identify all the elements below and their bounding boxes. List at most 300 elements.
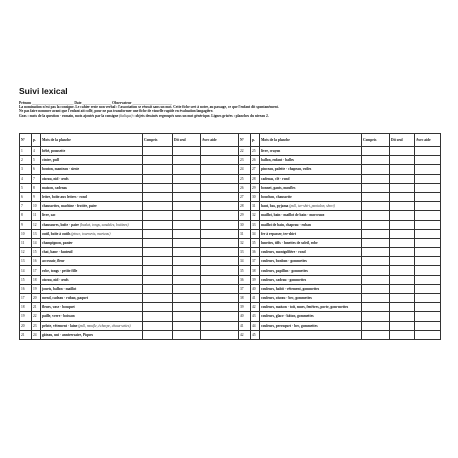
check-compris-cell[interactable] <box>143 220 173 229</box>
check-compris-cell[interactable] <box>143 192 173 201</box>
col-avec-aide: Avec aide <box>415 134 441 147</box>
row-words <box>41 147 143 156</box>
check-dit-seul-cell[interactable] <box>173 238 201 247</box>
check-avec-aide-cell[interactable] <box>415 284 441 293</box>
word-list: chaussures, boîte · paire <box>42 222 80 227</box>
word-list: jouets, ballon · maillot <box>42 286 77 291</box>
check-compris-cell[interactable] <box>143 312 173 321</box>
check-compris-cell[interactable] <box>143 165 173 174</box>
check-avec-aide-cell[interactable] <box>415 183 441 192</box>
check-compris-cell[interactable] <box>362 156 390 165</box>
check-compris-cell[interactable] <box>362 147 390 156</box>
row-page: 6 <box>32 165 41 174</box>
table-row <box>20 229 239 238</box>
row-number: 1 <box>20 147 32 156</box>
check-compris-cell[interactable] <box>362 330 390 339</box>
col-words: Mots de la planche <box>260 134 362 147</box>
row-page: 17 <box>32 266 41 275</box>
row-words <box>41 174 143 183</box>
check-avec-aide-cell[interactable] <box>201 211 239 220</box>
check-avec-aide-cell[interactable] <box>201 321 239 330</box>
check-dit-seul-cell[interactable] <box>390 312 415 321</box>
row-number: 12 <box>20 248 32 257</box>
row-number: 41 <box>239 321 251 330</box>
check-compris-cell[interactable] <box>362 312 390 321</box>
word-list: maison, cadenas <box>42 185 67 190</box>
check-compris-cell[interactable] <box>362 266 390 275</box>
word-note: (basket, tongs, sandales, bottines) <box>79 222 129 227</box>
table-row <box>20 284 239 293</box>
word-list: couleurs, maison · toit, murs, fenêtres, porte, gom-mettes <box>261 305 349 310</box>
table-row <box>239 174 441 183</box>
check-compris-cell[interactable] <box>143 183 173 192</box>
check-avec-aide-cell[interactable] <box>415 294 441 303</box>
row-words <box>260 147 362 156</box>
check-dit-seul-cell[interactable] <box>173 229 201 238</box>
check-compris-cell[interactable] <box>362 229 390 238</box>
word-list: oiseau, nid · œufs <box>42 176 69 181</box>
check-avec-aide-cell[interactable] <box>415 156 441 165</box>
check-compris-cell[interactable] <box>143 147 173 156</box>
check-dit-seul-cell[interactable] <box>390 303 415 312</box>
table-row <box>239 284 441 293</box>
row-number: 36 <box>239 275 251 284</box>
instruction-note-2: Ne pas faire nommer avant que l'enfant ait collé, pour ne pas transformer une fiche de visuelle rapide en évaluation langagière. <box>19 109 214 113</box>
check-dit-seul-cell[interactable] <box>173 275 201 284</box>
row-number: 24 <box>239 165 251 174</box>
check-dit-seul-cell[interactable] <box>173 220 201 229</box>
table-row <box>20 165 239 174</box>
check-dit-seul-cell[interactable] <box>173 211 201 220</box>
table-row <box>239 257 441 266</box>
check-compris-cell[interactable] <box>143 321 173 330</box>
check-avec-aide-cell[interactable] <box>415 238 441 247</box>
check-avec-aide-cell[interactable] <box>415 248 441 257</box>
check-avec-aide-cell[interactable] <box>201 202 239 211</box>
row-words <box>260 284 362 293</box>
row-words <box>41 275 143 284</box>
check-avec-aide-cell[interactable] <box>415 202 441 211</box>
check-avec-aide-cell[interactable] <box>415 165 441 174</box>
check-compris-cell[interactable] <box>143 238 173 247</box>
row-page: 19 <box>32 284 41 293</box>
row-words <box>260 211 362 220</box>
prenom-blank: _______________________ <box>32 101 74 105</box>
check-dit-seul-cell[interactable] <box>390 229 415 238</box>
check-dit-seul-cell[interactable] <box>390 211 415 220</box>
check-compris-cell[interactable] <box>362 220 390 229</box>
word-list: paille, verre · boisson <box>42 314 75 319</box>
col-dit-seul: Dit seul <box>173 134 201 147</box>
table-row <box>239 220 441 229</box>
check-avec-aide-cell[interactable] <box>415 303 441 312</box>
table-row <box>20 330 239 339</box>
table-row <box>239 321 441 330</box>
check-compris-cell[interactable] <box>362 284 390 293</box>
row-number: 37 <box>239 284 251 293</box>
word-list: maillot, bain · maillot de bain · morceaux <box>261 213 325 218</box>
row-number: 34 <box>239 257 251 266</box>
check-compris-cell[interactable] <box>362 303 390 312</box>
date-blank: ________________ <box>82 101 112 105</box>
check-dit-seul-cell[interactable] <box>390 165 415 174</box>
check-dit-seul-cell[interactable] <box>173 156 201 165</box>
check-avec-aide-cell[interactable] <box>201 192 239 201</box>
word-list: fleurs, vase · bouquet <box>42 305 75 310</box>
check-dit-seul-cell[interactable] <box>173 165 201 174</box>
check-avec-aide-cell[interactable] <box>201 248 239 257</box>
check-avec-aide-cell[interactable] <box>201 303 239 312</box>
check-avec-aide-cell[interactable] <box>415 275 441 284</box>
word-list: lettre, boîte aux lettres · rond <box>42 195 87 200</box>
check-avec-aide-cell[interactable] <box>415 192 441 201</box>
check-compris-cell[interactable] <box>143 284 173 293</box>
row-page: 42 <box>251 303 260 312</box>
check-dit-seul-cell[interactable] <box>173 192 201 201</box>
row-page: 32 <box>251 211 260 220</box>
table-row <box>20 248 239 257</box>
table-row <box>239 183 441 192</box>
row-page: 15 <box>32 248 41 257</box>
check-compris-cell[interactable] <box>143 330 173 339</box>
check-dit-seul-cell[interactable] <box>173 174 201 183</box>
check-compris-cell[interactable] <box>143 248 173 257</box>
check-avec-aide-cell[interactable] <box>201 165 239 174</box>
row-words <box>41 266 143 275</box>
table-row <box>20 202 239 211</box>
row-number: 39 <box>239 303 251 312</box>
row-page: 13 <box>32 229 41 238</box>
word-list: robe, tongs · petite fille <box>42 268 78 273</box>
row-page: 35 <box>251 238 260 247</box>
check-compris-cell[interactable] <box>362 174 390 183</box>
check-compris-cell[interactable] <box>143 257 173 266</box>
table-row <box>239 211 441 220</box>
check-avec-aide-cell[interactable] <box>201 330 239 339</box>
check-dit-seul-cell[interactable] <box>390 284 415 293</box>
row-number: 13 <box>20 257 32 266</box>
check-dit-seul-cell[interactable] <box>173 257 201 266</box>
word-note: (pull, moufle, écharpe, chaus-settes) <box>78 323 131 328</box>
row-page: 29 <box>251 183 260 192</box>
word-list: maillot de bain, chapeau · ruban <box>261 222 311 227</box>
legend-line <box>19 114 269 118</box>
row-page: 14 <box>32 238 41 247</box>
row-page: 41 <box>251 294 260 303</box>
check-dit-seul-cell[interactable] <box>390 174 415 183</box>
check-compris-cell[interactable] <box>362 294 390 303</box>
col-page: p. <box>251 134 260 147</box>
word-list: couleurs, habit · vêtement, gommettes <box>261 286 320 291</box>
check-avec-aide-cell[interactable] <box>415 312 441 321</box>
row-number: 10 <box>20 229 32 238</box>
table-row <box>20 220 239 229</box>
row-number: 25 <box>239 174 251 183</box>
word-list: lunettes, tiffs · lunettes de soleil, robe <box>261 240 318 245</box>
table-row <box>239 275 441 284</box>
row-words <box>41 192 143 201</box>
check-compris-cell[interactable] <box>362 211 390 220</box>
row-words <box>41 211 143 220</box>
word-list: oiseau, nid · œufs <box>42 277 69 282</box>
table-row <box>239 165 441 174</box>
row-page: 11 <box>32 211 41 220</box>
row-page: 31 <box>251 202 260 211</box>
word-list: couleurs, oiseau · bec, gommettes <box>261 296 312 301</box>
row-words <box>41 238 143 247</box>
check-avec-aide-cell[interactable] <box>415 147 441 156</box>
vocabulary-table-left <box>19 133 239 340</box>
check-dit-seul-cell[interactable] <box>390 257 415 266</box>
check-avec-aide-cell[interactable] <box>201 156 239 165</box>
row-number: 19 <box>20 312 32 321</box>
row-words <box>41 156 143 165</box>
check-avec-aide-cell[interactable] <box>415 266 441 275</box>
row-number: 14 <box>20 266 32 275</box>
table-row <box>239 147 441 156</box>
check-compris-cell[interactable] <box>362 321 390 330</box>
check-avec-aide-cell[interactable] <box>201 229 239 238</box>
word-list: bouton, manteau · sieste <box>42 167 80 172</box>
check-avec-aide-cell[interactable] <box>415 174 441 183</box>
row-page: 26 <box>251 156 260 165</box>
check-compris-cell[interactable] <box>143 156 173 165</box>
check-dit-seul-cell[interactable] <box>390 294 415 303</box>
row-words <box>260 248 362 257</box>
word-list: couleurs, perroquet · bec, gommettes <box>261 323 318 328</box>
row-number: 40 <box>239 312 251 321</box>
check-compris-cell[interactable] <box>143 303 173 312</box>
table-row <box>239 312 441 321</box>
table-row <box>20 312 239 321</box>
check-avec-aide-cell[interactable] <box>201 294 239 303</box>
check-dit-seul-cell[interactable] <box>390 192 415 201</box>
check-dit-seul-cell[interactable] <box>390 202 415 211</box>
check-dit-seul-cell[interactable] <box>390 330 415 339</box>
row-page: 25 <box>251 147 260 156</box>
table-header-row <box>239 134 441 147</box>
check-dit-seul-cell[interactable] <box>173 147 201 156</box>
row-number: 4 <box>20 174 32 183</box>
check-avec-aide-cell[interactable] <box>201 220 239 229</box>
check-compris-cell[interactable] <box>362 192 390 201</box>
table-row <box>239 330 441 339</box>
row-words <box>41 284 143 293</box>
row-words <box>260 220 362 229</box>
check-dit-seul-cell[interactable] <box>173 284 201 293</box>
check-dit-seul-cell[interactable] <box>390 183 415 192</box>
check-avec-aide-cell[interactable] <box>415 321 441 330</box>
col-number: N° <box>239 134 251 147</box>
table-row <box>20 174 239 183</box>
check-dit-seul-cell[interactable] <box>390 238 415 247</box>
check-dit-seul-cell[interactable] <box>390 147 415 156</box>
row-words <box>41 220 143 229</box>
row-number: 27 <box>239 192 251 201</box>
row-page: 24 <box>32 330 41 339</box>
check-compris-cell[interactable] <box>143 229 173 238</box>
check-compris-cell[interactable] <box>362 238 390 247</box>
table-row <box>239 202 441 211</box>
row-page: 10 <box>32 202 41 211</box>
table-row <box>20 238 239 247</box>
row-number: 7 <box>20 202 32 211</box>
row-page: 16 <box>32 257 41 266</box>
word-list: bonnet, gants, moufles <box>261 185 296 190</box>
row-words <box>260 266 362 275</box>
row-page: 7 <box>32 174 41 183</box>
check-dit-seul-cell[interactable] <box>390 266 415 275</box>
row-words <box>260 321 362 330</box>
word-note: (pull, tee-shirt, pantalon, short) <box>289 204 335 209</box>
word-list: bouchon, chaussette <box>261 195 292 200</box>
instruction-note-1: La nomination n'est pas la consigne. Le cahier reste non verbal : l'association se réussit sans un mot. Cette fiche sert à noter, au passage, ce que l'enfant dit spontanément. <box>19 105 279 109</box>
check-dit-seul-cell[interactable] <box>173 183 201 192</box>
check-compris-cell[interactable] <box>362 248 390 257</box>
check-avec-aide-cell[interactable] <box>415 211 441 220</box>
page-title: Suivi lexical <box>19 86 68 96</box>
check-avec-aide-cell[interactable] <box>415 330 441 339</box>
row-words <box>260 192 362 201</box>
word-list: pelote, vêtement · laine <box>42 323 78 328</box>
check-avec-aide-cell[interactable] <box>201 312 239 321</box>
check-dit-seul-cell[interactable] <box>173 312 201 321</box>
table-row <box>20 275 239 284</box>
word-list: ballon, enfant · balles <box>261 158 294 163</box>
legend-italic: (italique) <box>119 114 133 118</box>
row-words <box>260 174 362 183</box>
table-row <box>20 266 239 275</box>
row-page: 27 <box>251 165 260 174</box>
vocabulary-table-right <box>238 133 441 340</box>
word-list: livre, crayon <box>261 149 281 154</box>
row-words <box>260 330 362 339</box>
row-words <box>41 321 143 330</box>
row-page: 43 <box>251 312 260 321</box>
col-compris: Compris <box>143 134 173 147</box>
word-list: livre, sac <box>42 213 56 218</box>
check-compris-cell[interactable] <box>143 211 173 220</box>
word-list: bébé, poussette <box>42 149 66 154</box>
check-dit-seul-cell[interactable] <box>390 248 415 257</box>
word-list: chat, bane · fauteuil <box>42 250 73 255</box>
word-list: couleurs, montgolfière · rond <box>261 250 306 255</box>
table-row <box>20 156 239 165</box>
check-compris-cell[interactable] <box>362 257 390 266</box>
check-dit-seul-cell[interactable] <box>390 321 415 330</box>
col-compris: Compris <box>362 134 390 147</box>
row-number: 31 <box>239 229 251 238</box>
check-dit-seul-cell[interactable] <box>390 156 415 165</box>
check-compris-cell[interactable] <box>362 165 390 174</box>
observateur-blank: ______________________ <box>132 101 172 105</box>
word-list: mend, cadeau · ruban, paquet <box>42 296 88 301</box>
check-avec-aide-cell[interactable] <box>201 257 239 266</box>
check-dit-seul-cell[interactable] <box>173 303 201 312</box>
check-avec-aide-cell[interactable] <box>201 275 239 284</box>
table-row <box>20 321 239 330</box>
check-dit-seul-cell[interactable] <box>173 266 201 275</box>
check-dit-seul-cell[interactable] <box>173 294 201 303</box>
row-number: 28 <box>239 202 251 211</box>
row-number: 11 <box>20 238 32 247</box>
table-row <box>239 156 441 165</box>
check-dit-seul-cell[interactable] <box>173 202 201 211</box>
check-compris-cell[interactable] <box>143 202 173 211</box>
check-avec-aide-cell[interactable] <box>415 257 441 266</box>
check-compris-cell[interactable] <box>143 174 173 183</box>
prenom-label: Prénom <box>19 101 32 105</box>
row-page: 4 <box>32 147 41 156</box>
row-number: 35 <box>239 266 251 275</box>
check-avec-aide-cell[interactable] <box>201 147 239 156</box>
check-avec-aide-cell[interactable] <box>201 284 239 293</box>
row-number: 32 <box>239 238 251 247</box>
row-number: 5 <box>20 183 32 192</box>
check-compris-cell[interactable] <box>362 183 390 192</box>
row-number: 9 <box>20 220 32 229</box>
row-number: 6 <box>20 192 32 201</box>
row-number: 8 <box>20 211 32 220</box>
row-page: 23 <box>32 321 41 330</box>
check-dit-seul-cell[interactable] <box>173 321 201 330</box>
row-number: 38 <box>239 294 251 303</box>
row-number: 23 <box>239 156 251 165</box>
row-number: 30 <box>239 220 251 229</box>
row-page: 36 <box>251 248 260 257</box>
observateur-label: Observateur <box>112 101 132 105</box>
row-page: 28 <box>251 174 260 183</box>
check-avec-aide-cell[interactable] <box>201 238 239 247</box>
word-list: accessoir, fleur <box>42 259 65 264</box>
table-row <box>239 294 441 303</box>
word-list: couleurs, glace · bâton, gommettes <box>261 314 314 319</box>
row-words <box>260 183 362 192</box>
col-dit-seul: Dit seul <box>390 134 415 147</box>
row-number: 15 <box>20 275 32 284</box>
row-page: 21 <box>32 303 41 312</box>
word-list: haut, bas, pyjama <box>261 204 289 209</box>
check-dit-seul-cell[interactable] <box>173 330 201 339</box>
check-compris-cell[interactable] <box>362 275 390 284</box>
check-avec-aide-cell[interactable] <box>415 229 441 238</box>
row-words <box>41 303 143 312</box>
check-dit-seul-cell[interactable] <box>173 248 201 257</box>
table-row <box>20 147 239 156</box>
row-page: 40 <box>251 284 260 293</box>
row-number: 26 <box>239 183 251 192</box>
row-words <box>41 248 143 257</box>
table-row <box>239 229 441 238</box>
row-number: 20 <box>20 321 32 330</box>
table-row <box>239 266 441 275</box>
check-compris-cell[interactable] <box>143 275 173 284</box>
check-compris-cell[interactable] <box>362 202 390 211</box>
row-number: 2 <box>20 156 32 165</box>
row-page: 37 <box>251 257 260 266</box>
check-avec-aide-cell[interactable] <box>415 220 441 229</box>
row-number: 17 <box>20 294 32 303</box>
row-words <box>260 312 362 321</box>
check-compris-cell[interactable] <box>143 294 173 303</box>
check-dit-seul-cell[interactable] <box>390 275 415 284</box>
check-dit-seul-cell[interactable] <box>390 220 415 229</box>
check-avec-aide-cell[interactable] <box>201 183 239 192</box>
check-compris-cell[interactable] <box>143 266 173 275</box>
word-list: champignon, panier <box>42 240 73 245</box>
check-avec-aide-cell[interactable] <box>201 174 239 183</box>
check-avec-aide-cell[interactable] <box>201 266 239 275</box>
